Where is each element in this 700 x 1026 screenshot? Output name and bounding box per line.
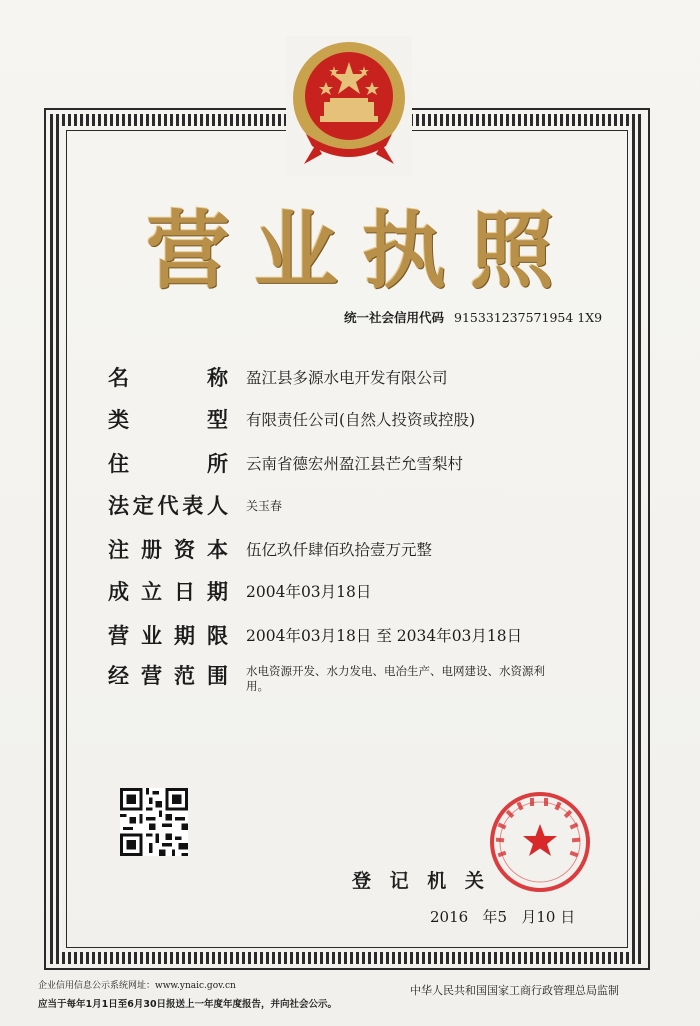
title-char: 执: [361, 200, 446, 300]
field-value: 盈江县多源水电开发有限公司: [246, 369, 448, 387]
registration-authority: 登 记 机 关: [352, 870, 490, 892]
title-char: 照: [469, 200, 554, 300]
footer-website: 企业信用信息公示系统网址：www.ynaic.gov.cn: [38, 981, 236, 991]
issue-date: 2016 年5 月10 日: [430, 908, 576, 926]
footer-notice: 应当于每年1月1日至6月30日报送上一年度年度报告，并向社会公示。: [38, 999, 338, 1010]
field-label: 名 称: [108, 366, 228, 390]
field-label: 类 型: [108, 408, 228, 432]
field-value: 云南省德宏州盈江县芒允雪梨村: [246, 455, 464, 473]
qr-code-icon: [120, 788, 188, 856]
credit-code-line: [344, 308, 634, 326]
field-value: 2004年03月18日 至 2034年03月18日: [246, 627, 523, 645]
field-address: [108, 448, 463, 478]
field-label: 注 册 资 本: [108, 538, 228, 562]
license-title: [140, 196, 560, 300]
official-seal-icon: [488, 790, 592, 894]
field-value: 有限责任公司(自然人投资或控股): [246, 411, 476, 429]
title-char: 营: [145, 200, 230, 300]
field-capital: [108, 534, 432, 564]
credit-code-label: 统一社会信用代码: [344, 310, 445, 325]
credit-code-value: 915331237571954 1X9: [454, 310, 603, 325]
field-label: 营 业 期 限: [108, 624, 228, 648]
field-value: 2004年03月18日: [246, 583, 372, 601]
field-type: [108, 404, 475, 434]
field-term: [108, 620, 522, 650]
field-name: [108, 362, 448, 392]
field-legal-rep: [108, 490, 282, 520]
field-value: 关玉春: [246, 498, 283, 513]
title-char: 业: [253, 200, 338, 300]
national-emblem-icon: [286, 36, 412, 176]
field-label: 成 立 日 期: [108, 580, 228, 604]
field-label: 住 所: [108, 452, 228, 476]
field-scope: [108, 660, 566, 693]
field-label: 经 营 范 围: [108, 664, 228, 688]
field-value: 水电资源开发、水力发电、电冶生产、电网建设、水资源利用。: [246, 664, 545, 693]
field-established: [108, 576, 371, 606]
footer-issuer: 中华人民共和国国家工商行政管理总局监制: [410, 984, 619, 997]
field-value: 伍亿玖仟肆佰玖拾壹万元整: [246, 541, 433, 559]
field-label: 法 定 代 表 人: [108, 494, 228, 518]
